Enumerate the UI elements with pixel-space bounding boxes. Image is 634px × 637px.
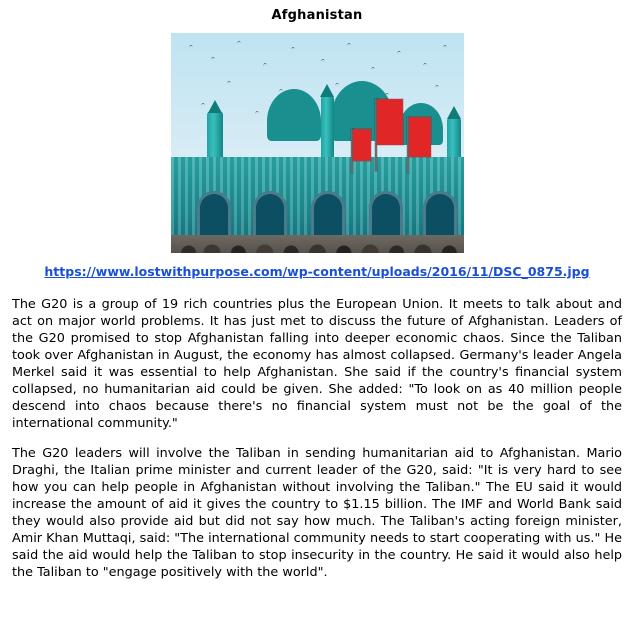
photo-crowd: [171, 227, 464, 253]
mosque-photo: [171, 33, 464, 253]
image-source-row: [12, 261, 622, 280]
red-flag-2: [409, 117, 431, 157]
image-source-link[interactable]: https://www.lostwithpurpose.com/wp-content/uploads/2016/11/DSC_0875.jpg: [44, 264, 590, 279]
minaret-left: [207, 111, 223, 159]
red-flag-1: [377, 99, 403, 145]
dome-left: [267, 89, 321, 141]
article-paragraph-1: The G20 is a group of 19 rich countries plus the European Union. It meets to talk about and act on major world problems. It has just met to discuss the future of Afghanistan. Leaders of the G20 promised to stop Afghanistan falling into deeper economic chaos. Since the Taliban took over Afghanistan in August, the economy has almost collapsed. Germany's leader Angela Merkel said it was essential to help Afghanistan. She said if the country's financial system collapsed, no humanitarian aid could be given. She added: "To look on as 40 million people descend into chaos because there's no financial system must not be the goal of the international community.": [12, 297, 622, 432]
article-figure: [12, 33, 622, 253]
article-paragraph-2: The G20 leaders will involve the Taliban in sending humanitarian aid to Afghanistan. Mario Draghi, the Italian prime minister and current leader of the G20, said: "It is very hard to see how you can help people in Afghanistan without involving the Taliban." The EU said it would increase the amount of aid it gives the country to $1.15 billion. The IMF and World Bank said they would also provide aid but did not say how much. The Taliban's acting foreign minister, Amir Khan Muttaqi, said: "The international community needs to start cooperating with us." He said the aid would help the Taliban to stop insecurity in the country. He said it would also help the Taliban to "engage positively with the world".: [12, 446, 622, 581]
minaret-center: [321, 95, 334, 157]
page-title: Afghanistan: [271, 8, 363, 23]
red-flag-3: [353, 129, 371, 161]
minaret-right: [447, 117, 461, 159]
